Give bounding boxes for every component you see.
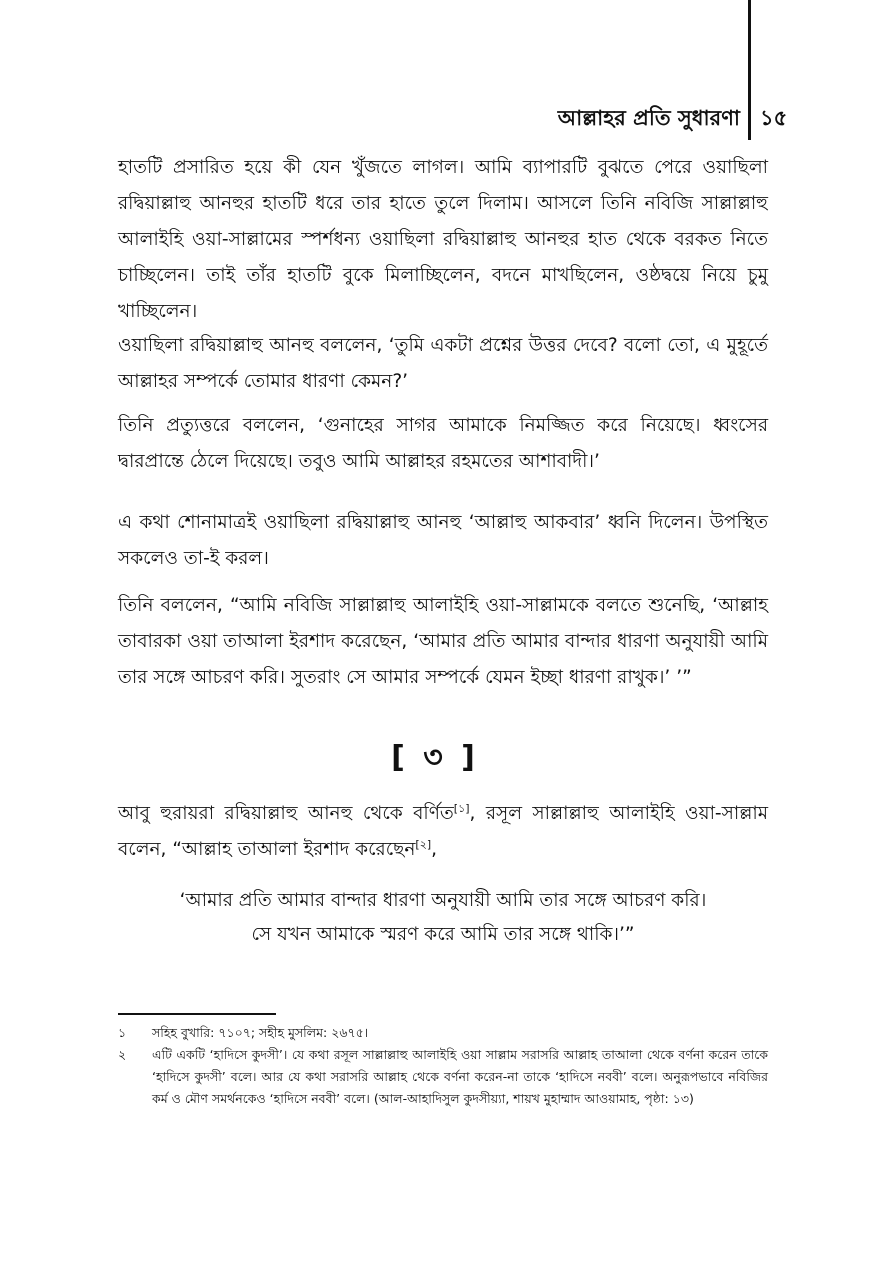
intro-text-2: , রসূল সাল্লাল্লাহু আলাইহি ওয়া-সাল্লাম বলেন, “আল্লাহ তাআলা ইরশাদ করেছেন (118, 803, 768, 860)
footnote-text: সহিহ বুখারি: ৭১০৭; সহীহ মুসলিম: ২৬৭৫। (152, 1025, 369, 1040)
paragraph-1: হাতটি প্রসারিত হয়ে কী যেন খুঁজতে লাগল। আমি ব্যাপারটি বুঝতে পেরে ওয়াছিলা রদ্বিয়াল্লাহু আনহুর হাতটি ধরে তার হাতে তুলে দিলাম। আসলে তিনি নবিজি সাল্লাল্লাহু আলাইহি ওয়া-সাল্লামের স্পর্শধন্য ওয়াছিলা রদ্বিয়াল্লাহু আনহুর হাত থেকে বরকত নিতে চাচ্ছিলেন। তাই তাঁর হাতটি বুকে মিলাচ্ছিলেন, বদনে মাখছিলেন, ওষ্ঠদ্বয়ে নিয়ে চুমু খাচ্ছিলেন। (118, 157, 768, 322)
paragraph-3: তিনি প্রত্যুত্তরে বললেন, ‘গুনাহের সাগর আমাকে নিমজ্জিত করে নিয়েছে। ধ্বংসের দ্বারপ্রান্তে ঠেলে দিয়েছে। তবুও আমি আল্লাহর রহমতের আশাবাদী।’ (118, 415, 768, 472)
intro-text-1: আবু হুরায়রা রদ্বিয়াল্লাহু আনহু থেকে বর্ণিত (118, 803, 454, 824)
footnotes (118, 1022, 768, 1110)
paragraph-4: এ কথা শোনামাত্রই ওয়াছিলা রদ্বিয়াল্লাহু আনহু ‘আল্লাহু আকবার’ ধ্বনি দিলেন। উপস্থিত সকলেও তা-ই করল। (118, 512, 768, 569)
footnote-text: এটি একটি ‘হাদিসে কুদসী’। যে কথা রসূল সাল্লাল্লাহু আলাইহি ওয়া সাল্লাম সরাসরি আল্লাহ তাআলা থেকে বর্ণনা করেন তাকে ‘হাদিসে কুদসী’ বলে। আর যে কথা সরাসরি আল্লাহ থেকে বর্ণনা করেন-না তাকে ‘হাদিসে নববী’ বলে। অনুরূপভাবে নবিজির কর্ম ও মৌণ সমর্থনকেও ‘হাদিসে নববী’ বলে। (আল-আহাদিসুল কুদসীয়্যা, শায়খ মুহাম্মাদ আওয়ামাহ, পৃষ্ঠা: ১৩) (152, 1047, 768, 1106)
hadith-quote (118, 884, 768, 952)
footnote-2 (118, 1044, 768, 1110)
footnote-separator (118, 1013, 276, 1015)
quote-line-1: ‘আমার প্রতি আমার বান্দার ধারণা অনুযায়ী আমি তার সঙ্গে আচরণ করি। (179, 890, 707, 911)
running-header-title: আল্লাহর প্রতি সুধারণা (557, 106, 740, 130)
footnote-ref-2[interactable]: [২] (415, 837, 432, 851)
quote-line-2: সে যখন আমাকে স্মরণ করে আমি তার সঙ্গে থাকি।’” (251, 924, 635, 945)
footnote-ref-1[interactable]: [১] (453, 801, 470, 815)
footnote-1 (118, 1022, 768, 1044)
paragraph-2: ওয়াছিলা রদ্বিয়াল্লাহু আনহু বললেন, ‘তুমি একটা প্রশ্নের উত্তর দেবে? বলো তো, এ মুহূর্তে আল্লাহর সম্পর্কে তোমার ধারণা কেমন?’ (118, 335, 768, 392)
page-number: ১৫ (760, 106, 788, 130)
footnote-number: ১ (118, 1025, 127, 1040)
intro-text-3: , (431, 839, 438, 860)
section-intro-paragraph (118, 796, 768, 868)
section-heading: [ ৩ ] (391, 740, 479, 775)
paragraph-5: তিনি বললেন, “আমি নবিজি সাল্লাল্লাহু আলাইহি ওয়া-সাল্লামকে বলতে শুনেছি, ‘আল্লাহ তাবারকা ওয়া তাআলা ইরশাদ করেছেন, ‘আমার প্রতি আমার বান্দার ধারণা অনুযায়ী আমি তার সঙ্গে আচরণ করি। সুতরাং সে আমার সম্পর্কে যেমন ইচ্ছা ধারণা রাখুক।’ ’” (118, 595, 768, 688)
footnote-number: ২ (118, 1047, 127, 1062)
header-vertical-rule (748, 0, 751, 140)
